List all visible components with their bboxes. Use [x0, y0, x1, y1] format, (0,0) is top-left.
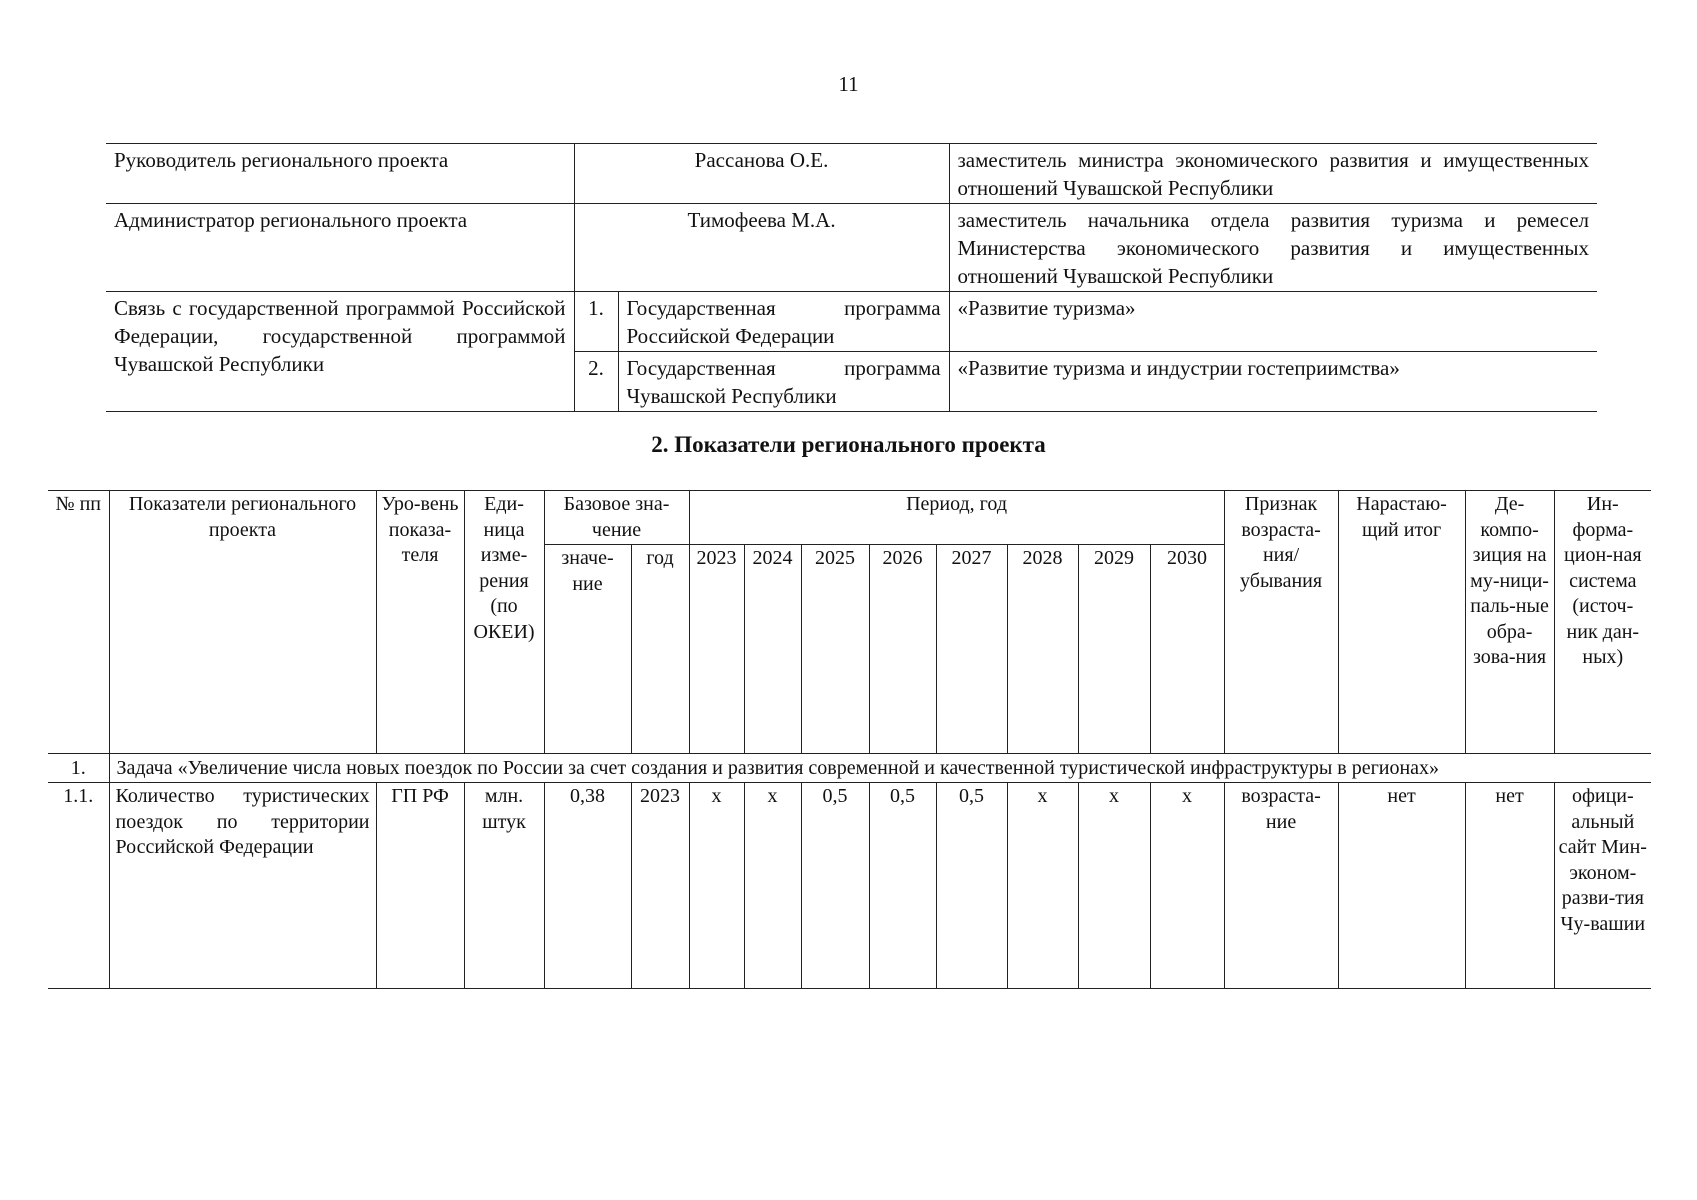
- header-level: Уро-вень показа-теля: [376, 491, 464, 754]
- row-value-2028: х: [1007, 783, 1078, 989]
- row-base-year: 2023: [631, 783, 689, 989]
- task-row: [48, 754, 1651, 783]
- administrator-position: заместитель начальника отдела развития туризма и ремесел Министерства экономического развития и имущественных отношений Чувашской Республики: [949, 204, 1597, 292]
- header-year-2030: 2030: [1150, 545, 1224, 754]
- leader-position: заместитель министра экономического развития и имущественных отношений Чувашской Республики: [949, 144, 1597, 204]
- row-indicator-name: Количество туристических поездок по территории Российской Федерации: [109, 783, 376, 989]
- row-value-2023: х: [689, 783, 744, 989]
- header-decomposition: Де-компо-зиция на му-ници-паль-ные обра-зова-ния: [1465, 491, 1554, 754]
- row-value-2030: х: [1150, 783, 1224, 989]
- header-indicator-name: Показатели регионального проекта: [109, 491, 376, 754]
- header-num: № пп: [48, 491, 109, 754]
- indicators-header-row: [48, 491, 1651, 545]
- section-title: 2. Показатели регионального проекта: [651, 432, 1046, 457]
- header-year-2023: 2023: [689, 545, 744, 754]
- header-trend: Признак возраста-ния/ убывания: [1224, 491, 1338, 754]
- leader-label: Руководитель регионального проекта: [106, 144, 574, 204]
- administrator-label: Администратор регионального проекта: [106, 204, 574, 292]
- header-year-2025: 2025: [801, 545, 869, 754]
- row-value-2025: 0,5: [801, 783, 869, 989]
- administrator-row: [106, 204, 1597, 292]
- task-text: Задача «Увеличение числа новых поездок по России за счет создания и развития современной и качественной туристической инфраструктуры в регионах»: [109, 754, 1651, 783]
- row-cumulative: нет: [1338, 783, 1465, 989]
- header-base: Базовое зна-чение: [544, 491, 689, 545]
- row-value-2026: 0,5: [869, 783, 936, 989]
- header-info-system: Ин-форма-цион-ная система (источ-ник дан-ных): [1554, 491, 1651, 754]
- header-year-2029: 2029: [1078, 545, 1150, 754]
- leader-row: [106, 144, 1597, 204]
- header-base-year: год: [631, 545, 689, 754]
- program-name-1: «Развитие туризма»: [949, 292, 1597, 352]
- program-link-label: Связь с государственной программой Российской Федерации, государственной программой Чувашской Республики: [106, 292, 574, 412]
- program-row-1: [106, 292, 1597, 352]
- row-trend: возраста-ние: [1224, 783, 1338, 989]
- program-type-1: Государственная программа Российской Федерации: [618, 292, 949, 352]
- row-decomposition: нет: [1465, 783, 1554, 989]
- task-num: 1.: [48, 754, 109, 783]
- indicators-table: [48, 490, 1651, 989]
- header-cumulative: Нарастаю-щий итог: [1338, 491, 1465, 754]
- header-year-2027: 2027: [936, 545, 1007, 754]
- header-year-2024: 2024: [744, 545, 801, 754]
- row-info-system: офици-альный сайт Мин-эконом-разви-тия Чу-вашии: [1554, 783, 1651, 989]
- header-period: Период, год: [689, 491, 1224, 545]
- program-num-1: 1.: [574, 292, 618, 352]
- program-type-2: Государственная программа Чувашской Республики: [618, 352, 949, 412]
- header-year-2026: 2026: [869, 545, 936, 754]
- administrator-name: Тимофеева М.А.: [574, 204, 949, 292]
- header-base-value: значе-ние: [544, 545, 631, 754]
- row-value-2024: х: [744, 783, 801, 989]
- program-name-2: «Развитие туризма и индустрии гостеприимства»: [949, 352, 1597, 412]
- project-passport-table: [106, 143, 1597, 412]
- row-value-2029: х: [1078, 783, 1150, 989]
- indicator-row: [48, 783, 1651, 989]
- row-base-value: 0,38: [544, 783, 631, 989]
- row-value-2027: 0,5: [936, 783, 1007, 989]
- leader-name: Рассанова О.Е.: [574, 144, 949, 204]
- page-number: 11: [838, 72, 859, 96]
- program-num-2: 2.: [574, 352, 618, 412]
- row-num: 1.1.: [48, 783, 109, 989]
- row-level: ГП РФ: [376, 783, 464, 989]
- row-unit: млн. штук: [464, 783, 544, 989]
- header-unit: Еди-ница изме-рения (по ОКЕИ): [464, 491, 544, 754]
- header-year-2028: 2028: [1007, 545, 1078, 754]
